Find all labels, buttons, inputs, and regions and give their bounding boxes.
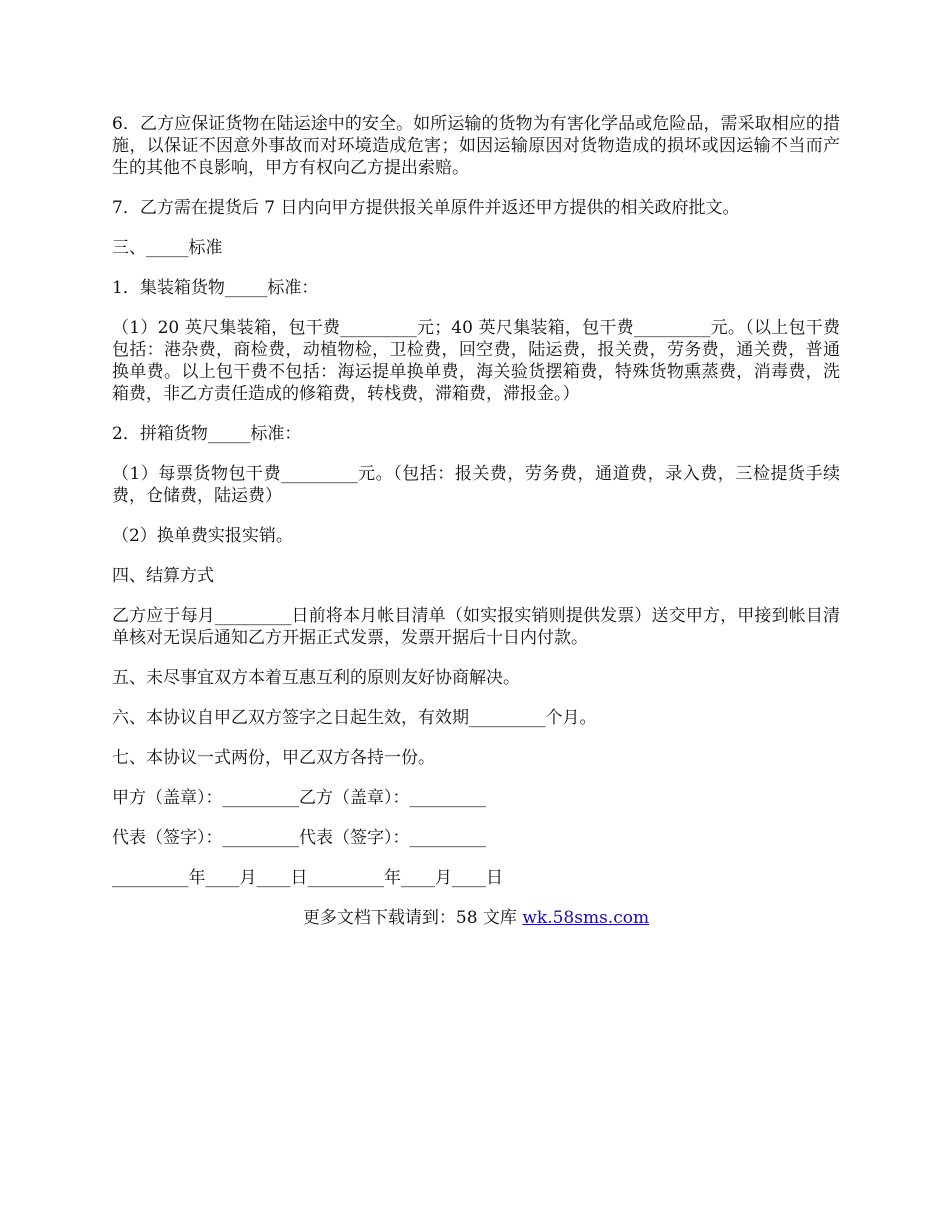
date-line: _________年____月____日_________年____月____日 (112, 868, 503, 888)
footer-link[interactable]: wk.58sms.com (522, 908, 650, 928)
container-cargo-heading: 1．集装箱货物_____标准： (112, 278, 319, 298)
section-3-heading: 三、_____标准 (112, 238, 223, 258)
seal-line: 甲方（盖章）：_________乙方（盖章）：_________ (112, 788, 486, 808)
container-cargo-fee: （1）20 英尺集装箱，包干费_________元；40 英尺集装箱，包干费_________元。（以上包干费包括：港杂费，商检费，动植物检，卫检费，回空费，陆运费，报关费，劳务费，通关费，普通换单费。以上包干费不包括：海运提单换单费，海关验货摆箱费，特殊货物熏蒸费，消毒费，洗箱费，非乙方责任造成的修箱费，转栈费，滞箱费，滞报金。） (112, 318, 840, 404)
lcl-cargo-fee: （1）每票货物包干费_________元。（包括：报关费，劳务费，通道费，录入费，三检提货手续费，仓储费，陆运费） (112, 464, 840, 506)
section-6: 六、本协议自甲乙双方签字之日起生效，有效期_________个月。 (112, 708, 597, 728)
footer (112, 907, 840, 929)
clause-6: 6．乙方应保证货物在陆运途中的安全。如所运输的货物为有害化学品或危险品，需采取相应的措施，以保证不因意外事故而对环境造成危害；如因运输原因对货物造成的损坏或因运输不当而产生的其他不良影响，甲方有权向乙方提出索赔。 (112, 114, 840, 178)
settlement-text: 乙方应于每月_________日前将本月帐目清单（如实报实销则提供发票）送交甲方，甲接到帐目清单核对无误后通知乙方开据正式发票，发票开据后十日内付款。 (112, 606, 840, 648)
document-page (112, 113, 840, 929)
section-4-heading: 四、结算方式 (112, 566, 214, 586)
section-7: 七、本协议一式两份，甲乙双方各持一份。 (112, 748, 435, 768)
section-5: 五、未尽事宜双方本着互惠互利的原则友好协商解决。 (112, 668, 520, 688)
footer-text: 更多文档下载请到：58 文库 (302, 908, 523, 928)
lcl-cargo-heading: 2．拼箱货物_____标准： (112, 424, 302, 444)
exchange-fee: （2）换单费实报实销。 (112, 526, 293, 546)
signature-line: 代表（签字）：_________代表（签字）：_________ (112, 828, 486, 848)
clause-7: 7．乙方需在提货后 7 日内向甲方提供报关单原件并返还甲方提供的相关政府批文。 (112, 198, 740, 218)
